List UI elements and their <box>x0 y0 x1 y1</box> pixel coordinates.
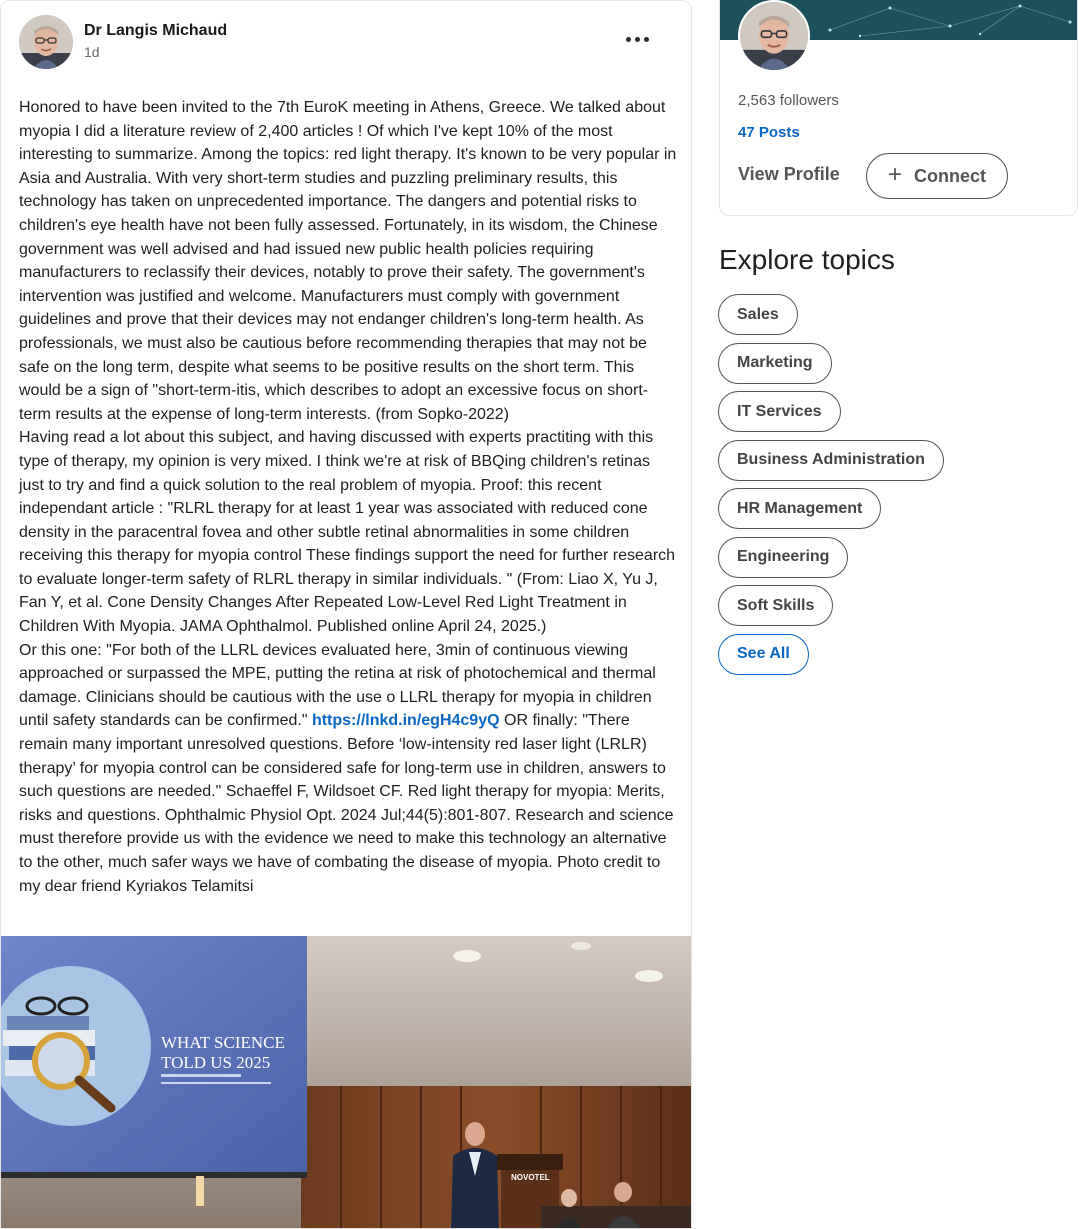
view-profile-link[interactable]: View Profile <box>738 164 840 184</box>
posts-link[interactable]: 47 Posts <box>738 124 800 141</box>
topic-marketing[interactable]: Marketing <box>718 343 832 384</box>
post-header <box>19 15 675 71</box>
topic-business-administration[interactable]: Business Administration <box>718 440 944 481</box>
more-dot-icon <box>626 37 631 42</box>
more-dot-icon <box>635 37 640 42</box>
post-text-part1: Honored to have been invited to the 7th EuroK meeting in Athens, Greece. We talked about myopia I did a literature review of 2,400 articles ! Of which I've kept 10% of the most interesting to summarize. Among the topics: red light therapy. It's known to be very popular in Asia and Australia. With very short-term studies and puzzling preliminary results, this technology has taken on unprecedented importance. The dangers and potential risks to children's eye health have not been fully assessed. Fortunately, in its wisdom, the Chinese government was well advised and had issued new public health policies requiring manufacturers to reclassify their devices, notably to prove their safety. The government's intervention was justified and welcome. Manufacturers must comply with government guidelines and prove that their devices may not endanger children's long-term health. As professionals, we must also be cautious before recommending therapies that may not be safe on the long term, despite what seems to be positive results on the short term. This would be a sign of "short-term-itis, which describes to adopt an excessive focus on short-term results at the expense of long-term interests. (from Sopko-2022) Having read a lot about this subject, and having discussed with experts practiting with this type of therapy, my opinion is very mixed. I think we're at risk of BBQing children's retinas just to try and find a quick solution to the real problem of myopia. Proof: this recent independant article : "RLRL therapy for at least 1 year was associated with reduced cone density in the paracentral fovea and other subtle retinal abnormalities in some children receiving this therapy for myopia control These findings support the need for further research to evaluate longer-term safety of RLRL therapy in similar individuals. " (From: Liao X, Yu J, Fan Y, et al. Cone Density Changes After Repeated Low-Level Red Light Treatment in Children With Myopia. JAMA Ophthalmol. Published online April 24, 2025.) Or this one: "For both of the LLRL devices evaluated here, 3min of continuous viewing approached or surpassed the MPE, putting the retina at risk of photochemical and thermal damage. Clinicians should be cautious with the use o LLRL therapy for myopia in children until safety standards can be confirmed." <box>19 99 677 730</box>
see-all-topics-button[interactable]: See All <box>718 634 809 675</box>
post-body <box>19 96 679 898</box>
author-avatar[interactable] <box>19 15 73 69</box>
post-link[interactable]: https://lnkd.in/egH4c9yQ <box>311 712 500 730</box>
topic-it-services[interactable]: IT Services <box>718 391 841 432</box>
profile-card <box>719 0 1078 216</box>
followers-count: 2,563 followers <box>738 92 839 109</box>
post-time: 1d <box>84 44 100 60</box>
podium-label: NOVOTEL <box>511 1173 550 1182</box>
topic-soft-skills[interactable]: Soft Skills <box>718 585 833 626</box>
more-options-button[interactable] <box>619 25 655 53</box>
author-name[interactable]: Dr Langis Michaud <box>84 22 228 39</box>
profile-avatar[interactable] <box>738 0 810 72</box>
connect-button[interactable] <box>866 153 1008 199</box>
explore-topics-title: Explore topics <box>719 244 895 275</box>
more-dot-icon <box>644 37 649 42</box>
post-photo[interactable] <box>1 936 692 1229</box>
conference-photo <box>1 936 692 1229</box>
topic-engineering[interactable]: Engineering <box>718 537 848 578</box>
topic-sales[interactable]: Sales <box>718 294 798 335</box>
slide-title-line2: TOLD US 2025 <box>161 1053 271 1072</box>
person-portrait-icon <box>740 2 808 70</box>
person-portrait-icon <box>19 15 73 69</box>
post-text-part2: OR finally: "There remain many important unresolved questions. Before ‘low-intensity red laser light (LRLR) therapy’ for myopia control can be considered safe for long-term use in children, answers to such questions are needed." Schaeffel F, Wildsoet CF. Red light therapy for myopia: Merits, risks and questions. Ophthalmic Physiol Opt. 2024 Jul;44(5):801-807. Research and science must therefore provide us with the evidence we need to make this technology an alternative to the other, much safer ways we have of combating the disease of myopia. Photo credit to my dear friend Kyriakos Telamitsi <box>19 712 674 895</box>
topic-hr-management[interactable]: HR Management <box>718 488 881 529</box>
plus-icon: + <box>887 161 902 188</box>
slide-title-line1: WHAT SCIENCE <box>161 1033 285 1052</box>
connect-label: Connect <box>914 165 986 186</box>
